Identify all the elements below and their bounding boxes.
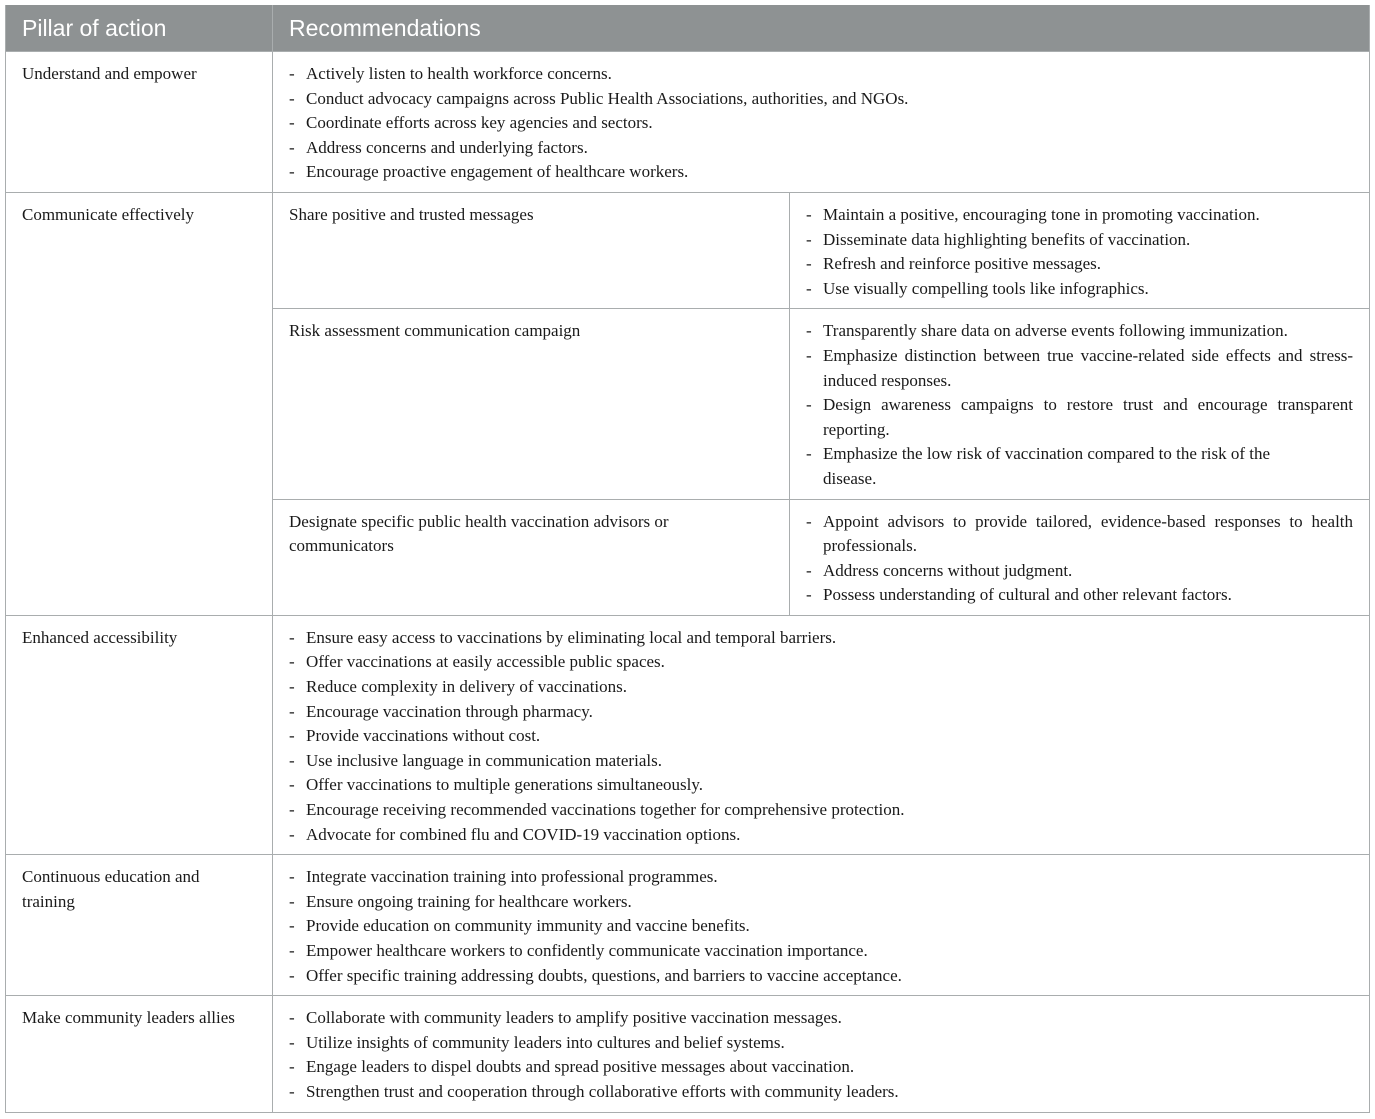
list-item: - Empower healthcare workers to confidently communicate vaccination importance. <box>289 939 1353 964</box>
list-item: - Encourage vaccination through pharmacy. <box>289 700 1353 725</box>
pillar-cell: Enhanced accessibility <box>6 615 273 854</box>
pillar-cell: Continuous education and training <box>6 855 273 996</box>
table-row <box>6 192 1370 308</box>
pillar-cell: Make community leaders allies <box>6 996 273 1112</box>
sub-pillar-cell: Share positive and trusted messages <box>273 192 790 308</box>
list-item: - Ensure easy access to vaccinations by eliminating local and temporal barriers. <box>289 626 1353 651</box>
table-row <box>6 855 1370 996</box>
recommendations-cell <box>790 192 1370 308</box>
recommendation-list <box>289 865 1353 988</box>
list-item: - Provide vaccinations without cost. <box>289 724 1353 749</box>
recommendation-list <box>289 626 1353 847</box>
list-item: - Reduce complexity in delivery of vaccinations. <box>289 675 1353 700</box>
table-row <box>6 996 1370 1112</box>
list-item: - Conduct advocacy campaigns across Public Health Associations, authorities, and NGOs. <box>289 87 1353 112</box>
list-item: - Transparently share data on adverse events following immunization. <box>806 319 1353 344</box>
recommendations-cell <box>273 855 1370 996</box>
recommendation-list <box>806 510 1353 608</box>
recommendation-list <box>806 203 1353 301</box>
list-item: - Emphasize distinction between true vaccine-related side effects and stress-induced responses. <box>806 344 1353 393</box>
table-row <box>6 52 1370 193</box>
recommendations-cell <box>273 615 1370 854</box>
list-item: - Ensure ongoing training for healthcare workers. <box>289 890 1353 915</box>
sub-pillar-cell: Risk assessment communication campaign <box>273 309 790 499</box>
list-item: - Use visually compelling tools like infographics. <box>806 277 1353 302</box>
recommendations-table <box>5 5 1370 1113</box>
sub-pillar-cell: Designate specific public health vaccination advisors or communicators <box>273 499 790 615</box>
recommendations-cell <box>790 499 1370 615</box>
table-header-row <box>6 5 1370 52</box>
list-item: - Utilize insights of community leaders into cultures and belief systems. <box>289 1031 1353 1056</box>
list-item: - Strengthen trust and cooperation through collaborative efforts with community leaders. <box>289 1080 1353 1105</box>
list-item: - Possess understanding of cultural and other relevant factors. <box>806 583 1353 608</box>
pillar-cell: Understand and empower <box>6 52 273 193</box>
recommendations-cell <box>273 52 1370 193</box>
list-item: - Encourage proactive engagement of healthcare workers. <box>289 160 1353 185</box>
recommendation-list <box>289 62 1353 185</box>
list-item: - Encourage receiving recommended vaccinations together for comprehensive protection. <box>289 798 1353 823</box>
list-item: - Refresh and reinforce positive messages. <box>806 252 1353 277</box>
recommendation-list <box>806 319 1353 491</box>
list-item: - Maintain a positive, encouraging tone in promoting vaccination. <box>806 203 1353 228</box>
list-item: - Address concerns and underlying factors. <box>289 136 1353 161</box>
list-item: - Offer vaccinations to multiple generations simultaneously. <box>289 773 1353 798</box>
list-item: - Coordinate efforts across key agencies and sectors. <box>289 111 1353 136</box>
recommendations-cell <box>790 309 1370 499</box>
list-item: - Collaborate with community leaders to amplify positive vaccination messages. <box>289 1006 1353 1031</box>
list-item: - Design awareness campaigns to restore trust and encourage transparent reporting. <box>806 393 1353 442</box>
list-item: - Advocate for combined flu and COVID-19 vaccination options. <box>289 823 1353 848</box>
list-item: - Disseminate data highlighting benefits of vaccination. <box>806 228 1353 253</box>
recommendation-list <box>289 1006 1353 1104</box>
recommendations-cell <box>273 996 1370 1112</box>
table-row <box>6 615 1370 854</box>
list-item: - Integrate vaccination training into professional programmes. <box>289 865 1353 890</box>
list-item: - Actively listen to health workforce concerns. <box>289 62 1353 87</box>
pillar-cell: Communicate effectively <box>6 192 273 615</box>
list-item: - Emphasize the low risk of vaccination compared to the risk of the disease. <box>806 442 1353 491</box>
list-item: - Address concerns without judgment. <box>806 559 1353 584</box>
list-item: - Provide education on community immunity and vaccine benefits. <box>289 914 1353 939</box>
list-item: - Offer vaccinations at easily accessible public spaces. <box>289 650 1353 675</box>
list-item: - Offer specific training addressing doubts, questions, and barriers to vaccine acceptance. <box>289 964 1353 989</box>
header-pillar-of-action: Pillar of action <box>6 5 273 52</box>
list-item: - Appoint advisors to provide tailored, evidence-based responses to health professionals. <box>806 510 1353 559</box>
list-item: - Engage leaders to dispel doubts and spread positive messages about vaccination. <box>289 1055 1353 1080</box>
header-recommendations: Recommendations <box>273 5 1370 52</box>
list-item: - Use inclusive language in communication materials. <box>289 749 1353 774</box>
